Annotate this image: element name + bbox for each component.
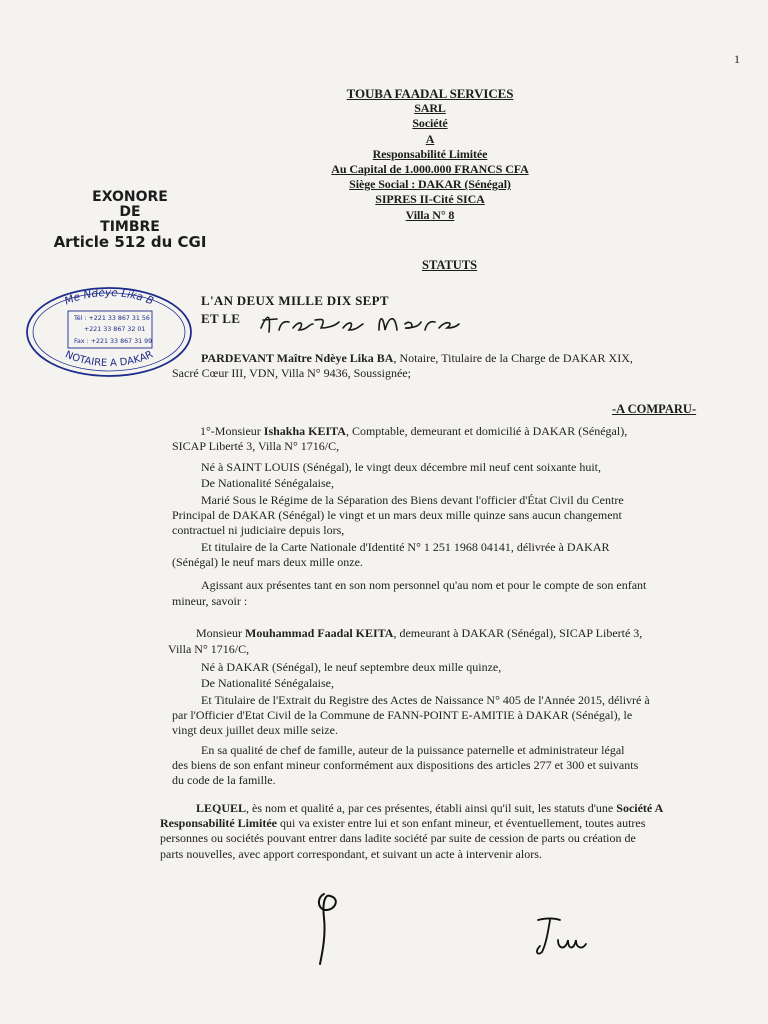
party1-line-8: Et titulaire de la Carte Nationale d'Identité N° 1 251 1968 04141, délivrée à DAKAR [201,540,610,554]
company-address: SIPRES II-Cité SICA [375,192,485,207]
lequel-line-1: LEQUEL, ès nom et qualité a, par ces présentes, établi ainsi qu'il suit, les statuts d'une Société A [196,801,664,815]
pardevant-line-1: PARDEVANT Maître Ndèye Lika BA, Notaire, Titulaire de la Charge de DAKAR XIX, [201,351,633,365]
company-capital: Au Capital de 1.000.000 FRANCS CFA [331,162,529,177]
company-form: SARL [414,101,446,116]
party2-line-4: De Nationalité Sénégalaise, [201,676,334,690]
notary-stamp [24,282,194,383]
party1-line-4: De Nationalité Sénégalaise, [201,476,334,490]
pardevant-line-2: Sacré Cœur III, VDN, Villa N° 9436, Soussignée; [172,366,411,380]
acting-line-2: mineur, savoir : [172,594,248,608]
party2-line-2: Villa N° 1716/C, [168,642,250,656]
stamp-duty-exemption [50,190,210,250]
party2-line-3: Né à DAKAR (Sénégal), le neuf septembre deux mille quinze, [201,660,502,674]
notary-name: PARDEVANT Maître Ndèye Lika BA [201,351,394,365]
company-header [300,86,560,223]
handwritten-date [255,306,465,341]
stamp-tel-1: Tél : +221 33 867 31 56 [74,315,150,322]
stamp-notary-name: Me Ndèye Lika B [62,286,156,308]
party1-line-9: (Sénégal) le neuf mars deux mille onze. [172,555,363,569]
stamp-tel-2: +221 33 867 32 01 [84,326,146,333]
party1-line-5: Marié Sous le Régime de la Séparation des Biens devant l'officier d'État Civil du Centre [201,493,624,507]
stamp-fax: Fax : +221 33 867 31 99 [74,338,153,345]
company-villa: Villa N° 8 [405,207,455,222]
party2-line-7: vingt deux juillet deux mille seize. [172,723,338,737]
exemption-line-2: DE [119,204,141,220]
company-type-line-1: Société [412,116,448,131]
document-title: STATUTS [422,258,478,272]
initials-signature-right [530,910,600,965]
date-line-year: L'AN DEUX MILLE DIX SEPT [201,293,389,308]
appeared-heading: -A COMPARU- [612,402,697,416]
acting-line-1: Agissant aux présentes tant en son nom personnel qu'au nom et pour le compte de son enfant [201,578,647,592]
page-number: 1 [734,52,740,66]
quality-line-1: En sa qualité de chef de famille, auteur de la puissance paternelle et administrateur légal [201,743,625,757]
party2-name: Mouhammad Faadal KEITA [245,626,394,640]
exemption-line-3: TIMBRE [100,219,160,235]
company-seat: Siège Social : DAKAR (Sénégal) [349,177,511,192]
company-type-line-3: Responsabilité Limitée [372,146,488,161]
exemption-line-1: EXONORE [92,189,168,205]
party1-line-3: Né à SAINT LOUIS (Sénégal), le vingt deux décembre mil neuf cent soixante huit, [201,460,602,474]
date-line-prefix: ET LE [201,311,241,326]
party1-line-6: Principal de DAKAR (Sénégal) le vingt et un mars deux mille quinze sans aucun changement [172,508,622,522]
party2-line-6: par l'Officier d'Etat Civil de la Commune de FANN-POINT E-AMITIE à DAKAR (Sénégal), le [172,708,633,722]
party2-line-1: Monsieur Mouhammad Faadal KEITA, demeurant à DAKAR (Sénégal), SICAP Liberté 3, [196,626,643,640]
party1-line-1: 1°-Monsieur Ishakha KEITA, Comptable, demeurant et domicilié à DAKAR (Sénégal), [200,424,628,438]
party2-line-5: Et Titulaire de l'Extrait du Registre des Actes de Naissance N° 405 de l'Année 2015, délivré à [201,693,650,707]
lequel-line-3: personnes ou sociétés pouvant entrer dans ladite société par suite de cession de parts ou création de [160,831,636,845]
party1-name: Ishakha KEITA [263,424,346,438]
party1-line-2: SICAP Liberté 3, Villa N° 1716/C, [172,439,340,453]
stamp-notary-title: NOTAIRE A DAKAR [63,349,155,370]
exemption-article: Article 512 du CGI [53,233,207,251]
company-type-line-2: A [425,131,435,146]
lequel-line-2: Responsabilité Limitée qui va exister entre lui et son enfant mineur, et éventuellement, toutes autres [160,816,646,830]
initials-signature-left [310,888,350,973]
quality-line-3: du code de la famille. [172,773,276,787]
lequel-line-4: parts nouvelles, avec apport correspondant, et suivant un acte à intervenir alors. [160,847,542,861]
quality-line-2: des biens de son enfant mineur conformément aux dispositions des articles 277 et 300 et suivants [172,758,639,772]
party1-line-7: contractuel ni judiciaire depuis lors, [172,523,345,537]
company-name: TOUBA FAADAL SERVICES [346,86,514,101]
